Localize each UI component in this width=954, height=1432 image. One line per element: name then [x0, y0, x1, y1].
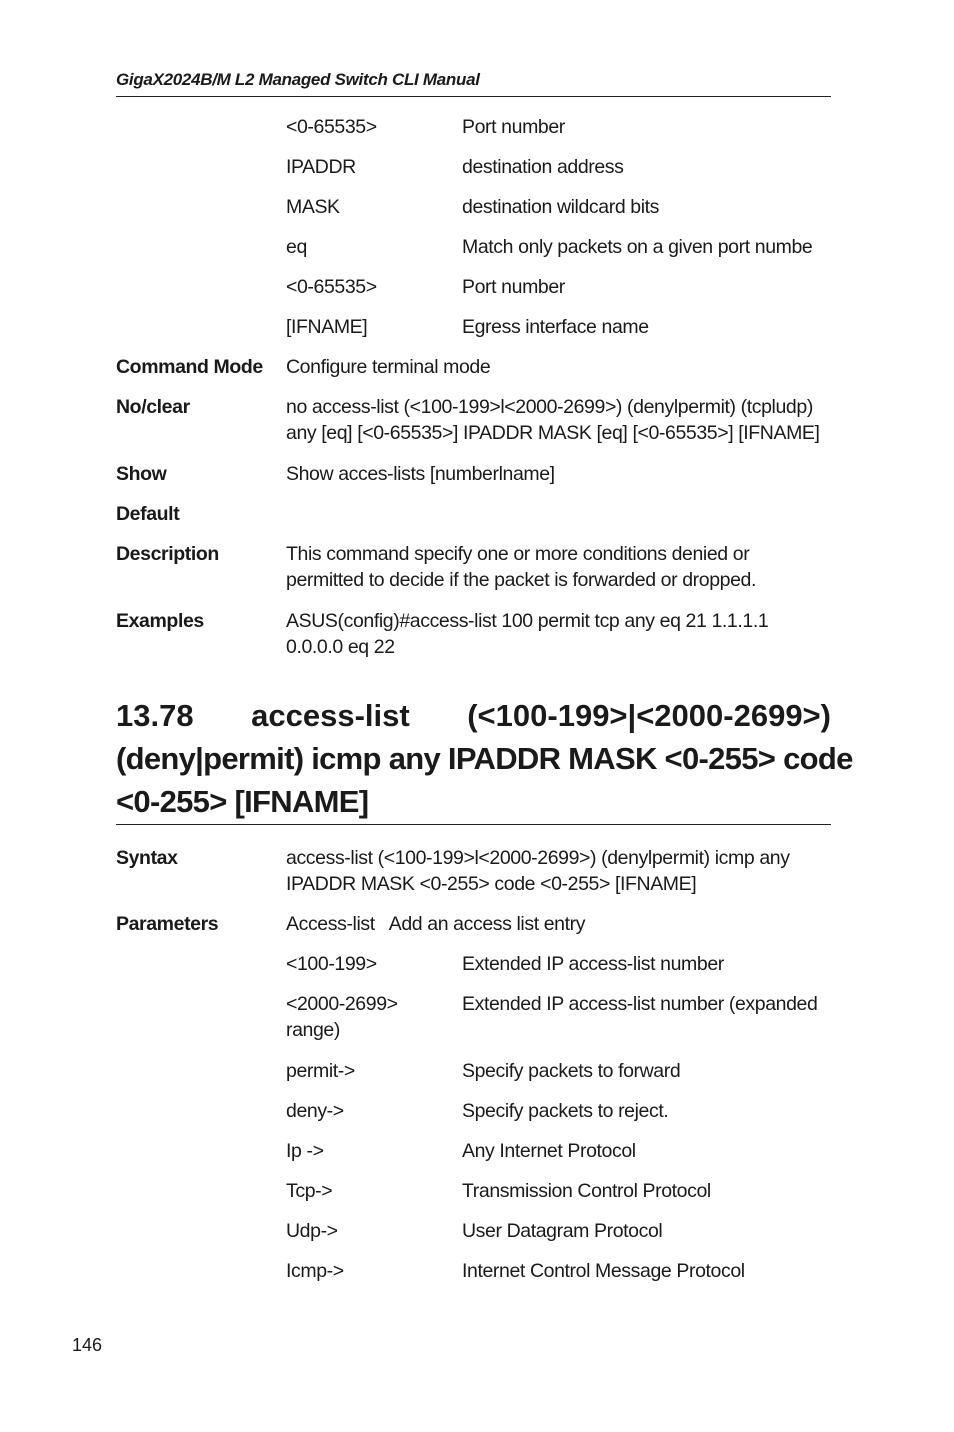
parameters-intro: Access-list Add an access list entry: [286, 913, 586, 935]
param-desc: Extended IP access-list number (expanded: [462, 993, 818, 1015]
param-desc: Extended IP access-list number: [462, 953, 724, 975]
param-name: Icmp->: [286, 1260, 344, 1282]
param-desc: Port number: [462, 116, 565, 138]
param-name: deny->: [286, 1100, 344, 1122]
description-line: permitted to decide if the packet is forwarded or dropped.: [286, 569, 756, 591]
param-desc: destination address: [462, 156, 624, 178]
description-line: This command specify one or more conditions denied or: [286, 543, 750, 565]
param-desc: Specify packets to forward: [462, 1060, 681, 1082]
param-desc: Port number: [462, 276, 565, 298]
section-heading-line-2: (deny|permit) icmp any IPADDR MASK <0-255> code: [116, 741, 853, 776]
param-name: <2000-2699>: [286, 993, 398, 1015]
heading-rule: [116, 824, 831, 825]
syntax-line: IPADDR MASK <0-255> code <0-255> [IFNAME]: [286, 873, 697, 895]
section-heading-line-3: <0-255> [IFNAME]: [116, 784, 369, 819]
param-desc: Match only packets on a given port numbe: [462, 236, 813, 258]
syntax-line: access-list (<100-199>l<2000-2699>) (denylpermit) icmp any: [286, 847, 790, 869]
parameters-label: Parameters: [116, 913, 219, 935]
param-name: [IFNAME]: [286, 316, 368, 338]
param-name: eq: [286, 236, 307, 258]
param-desc: Egress interface name: [462, 316, 649, 338]
param-desc: Internet Control Message Protocol: [462, 1260, 745, 1282]
heading-token: (<100-199>|<2000-2699>): [467, 698, 831, 733]
param-name: <0-65535>: [286, 116, 377, 138]
heading-token: access-list: [251, 698, 410, 733]
param-desc: destination wildcard bits: [462, 196, 660, 218]
command-mode-text: Configure terminal mode: [286, 356, 491, 378]
examples-label: Examples: [116, 610, 204, 632]
param-name: <0-65535>: [286, 276, 377, 298]
examples-line: 0.0.0.0 eq 22: [286, 636, 395, 658]
no-clear-label: No/clear: [116, 396, 190, 418]
param-name: <100-199>: [286, 953, 377, 975]
param-name: permit->: [286, 1060, 355, 1082]
param-name: IPADDR: [286, 156, 356, 178]
section-heading: [116, 694, 853, 823]
default-label: Default: [116, 503, 180, 525]
param-desc-continued: range): [286, 1019, 340, 1041]
section-number: 13.78: [116, 698, 194, 733]
param-name: Udp->: [286, 1220, 338, 1242]
no-clear-line: any [eq] [<0-65535>] IPADDR MASK [eq] [<0-65535>] [IFNAME]: [286, 422, 820, 444]
page-number: 146: [72, 1335, 103, 1355]
show-text: Show acces-lists [numberlname]: [286, 463, 555, 485]
param-desc: User Datagram Protocol: [462, 1220, 663, 1242]
param-name: MASK: [286, 196, 340, 218]
show-label: Show: [116, 463, 167, 485]
param-desc: Specify packets to reject.: [462, 1100, 669, 1122]
param-name: Tcp->: [286, 1180, 333, 1202]
description-label: Description: [116, 543, 219, 565]
running-header: GigaX2024B/M L2 Managed Switch CLI Manual: [116, 70, 831, 97]
syntax-label: Syntax: [116, 847, 178, 869]
param-desc: Any Internet Protocol: [462, 1140, 636, 1162]
no-clear-line: no access-list (<100-199>l<2000-2699>) (denylpermit) (tcpludp): [286, 396, 813, 418]
section-heading-line-1: [116, 694, 831, 737]
examples-line: ASUS(config)#access-list 100 permit tcp any eq 21 1.1.1.1: [286, 610, 769, 632]
param-name: Ip ->: [286, 1140, 324, 1162]
command-mode-label: Command Mode: [116, 356, 263, 378]
param-desc: Transmission Control Protocol: [462, 1180, 711, 1202]
